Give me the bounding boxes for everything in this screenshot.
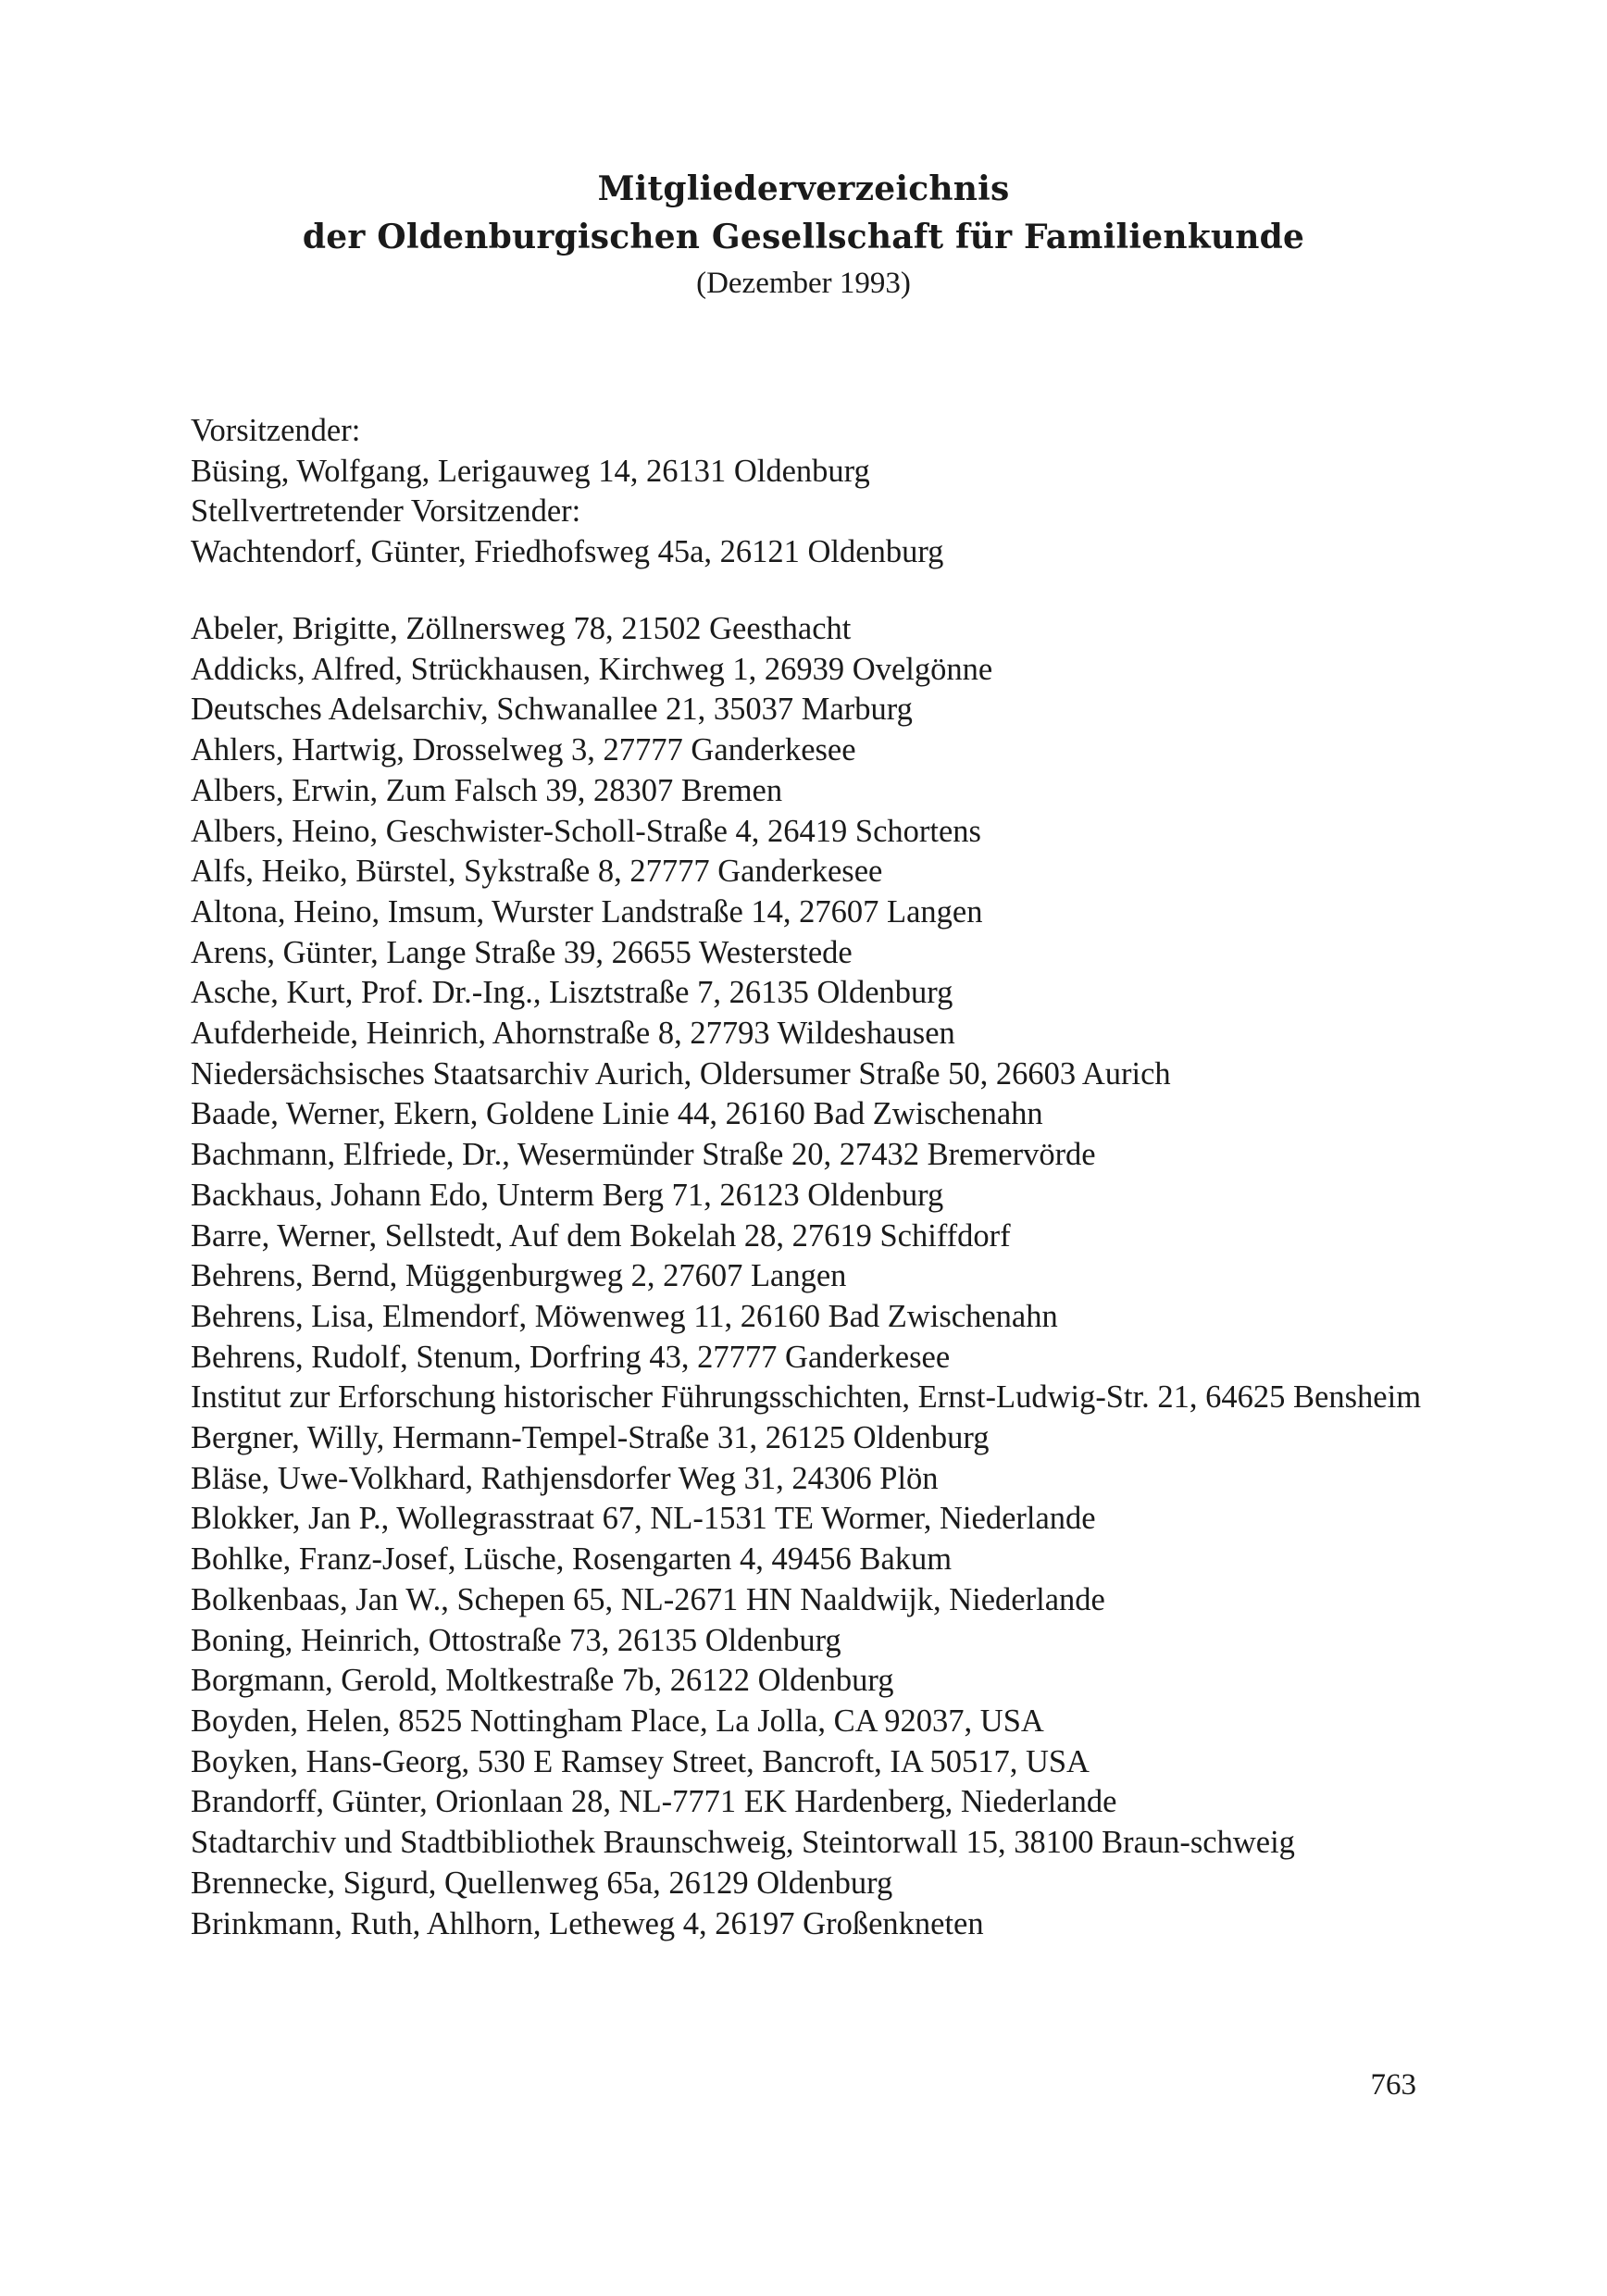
member-entry: Bohlke, Franz-Josef, Lüsche, Rosengarten 4, 49456 Bakum — [191, 1541, 953, 1578]
member-entry: Abeler, Brigitte, Zöllnersweg 78, 21502 Geesthacht — [191, 611, 852, 646]
member-entry: Institut zur Erforschung historischer Führungsschichten, Ernst-Ludwig-Str. 21, 64625 Bensheim — [191, 1379, 1422, 1416]
member-list — [191, 609, 1431, 1944]
title-line-2: der Oldenburgischen Gesellschaft für Familienkunde — [302, 218, 1305, 256]
member-entry: Boning, Heinrich, Ottostraße 73, 26135 Oldenburg — [191, 1622, 841, 1658]
member-entry: Stadtarchiv und Stadtbibliothek Braunschweig, Steintorwall 15, 38100 Braun-schweig — [191, 1825, 1295, 1861]
title-block — [0, 165, 1607, 306]
member-entry: Brandorff, Günter, Orionlaan 28, NL-7771 EK Hardenberg, Niederlande — [191, 1784, 1117, 1820]
member-entry: Boyken, Hans-Georg, 530 E Ramsey Street, Bancroft, IA 50517, USA — [191, 1743, 1090, 1779]
member-entry: Blokker, Jan P., Wollegrasstraat 67, NL-1531 TE Wormer, Niederlande — [191, 1501, 1096, 1537]
member-entry: Niedersächsisches Staatsarchiv Aurich, Oldersumer Straße 50, 26603 Aurich — [191, 1055, 1171, 1092]
vice-chair-label: Stellvertretender Vorsitzender: — [191, 493, 581, 530]
member-entry: Arens, Günter, Lange Straße 39, 26655 Westerstede — [191, 934, 853, 970]
member-entry: Behrens, Bernd, Müggenburgweg 2, 27607 Langen — [191, 1258, 847, 1294]
member-entry: Asche, Kurt, Prof. Dr.-Ing., Lisztstraße 7, 26135 Oldenburg — [191, 975, 953, 1011]
member-entry: Barre, Werner, Sellstedt, Auf dem Bokelah 28, 27619 Schiffdorf — [191, 1217, 1011, 1254]
member-entry: Deutsches Adelsarchiv, Schwanallee 21, 35037 Marburg — [191, 692, 913, 728]
member-entry: Bläse, Uwe-Volkhard, Rathjensdorfer Weg 31, 24306 Plön — [191, 1460, 939, 1496]
member-entry: Brennecke, Sigurd, Quellenweg 65a, 26129 Oldenburg — [191, 1865, 893, 1901]
member-entry: Behrens, Rudolf, Stenum, Dorfring 43, 27777 Ganderkesee — [191, 1339, 951, 1375]
member-entry: Addicks, Alfred, Strückhausen, Kirchweg 1, 26939 Ovelgönne — [191, 651, 993, 687]
member-entry: Bergner, Willy, Hermann-Tempel-Straße 31, 26125 Oldenburg — [191, 1420, 990, 1456]
member-entry: Boyden, Helen, 8525 Nottingham Place, La Jolla, CA 92037, USA — [191, 1703, 1044, 1739]
member-entry: Borgmann, Gerold, Moltkestraße 7b, 26122 Oldenburg — [191, 1663, 894, 1699]
officers-section — [191, 411, 1431, 573]
member-entry: Alfs, Heiko, Bürstel, Sykstraße 8, 27777 Ganderkesee — [191, 854, 883, 890]
member-entry: Brinkmann, Ruth, Ahlhorn, Letheweg 4, 26197 Großenkneten — [191, 1905, 984, 1941]
member-entry: Bachmann, Elfriede, Dr., Wesermünder Straße 20, 27432 Bremervörde — [191, 1137, 1096, 1173]
member-entry: Bolkenbaas, Jan W., Schepen 65, NL-2671 HN Naaldwijk, Niederlande — [191, 1581, 1105, 1617]
member-entry: Ahlers, Hartwig, Drosselweg 3, 27777 Ganderkesee — [191, 732, 856, 768]
member-entry: Albers, Erwin, Zum Falsch 39, 28307 Bremen — [191, 772, 783, 808]
page-number: 763 — [1370, 2068, 1416, 2102]
chair-entry: Büsing, Wolfgang, Lerigauweg 14, 26131 Oldenburg — [191, 453, 870, 489]
member-entry: Aufderheide, Heinrich, Ahornstraße 8, 27793 Wildeshausen — [191, 1016, 955, 1052]
chair-label: Vorsitzender: — [191, 413, 361, 448]
member-entry: Altona, Heino, Imsum, Wurster Landstraße 14, 27607 Langen — [191, 893, 983, 930]
member-entry: Backhaus, Johann Edo, Unterm Berg 71, 26123 Oldenburg — [191, 1177, 944, 1213]
member-entry: Behrens, Lisa, Elmendorf, Möwenweg 11, 26160 Bad Zwischenahn — [191, 1298, 1058, 1334]
vice-chair-entry: Wachtendorf, Günter, Friedhofsweg 45a, 26121 Oldenburg — [191, 534, 944, 570]
date-subtitle: (Dezember 1993) — [696, 267, 911, 300]
member-entry: Baade, Werner, Ekern, Goldene Linie 44, 26160 Bad Zwischenahn — [191, 1096, 1043, 1132]
title-line-1: Mitgliederverzeichnis — [597, 169, 1010, 208]
member-entry: Albers, Heino, Geschwister-Scholl-Straße 4, 26419 Schortens — [191, 813, 981, 849]
